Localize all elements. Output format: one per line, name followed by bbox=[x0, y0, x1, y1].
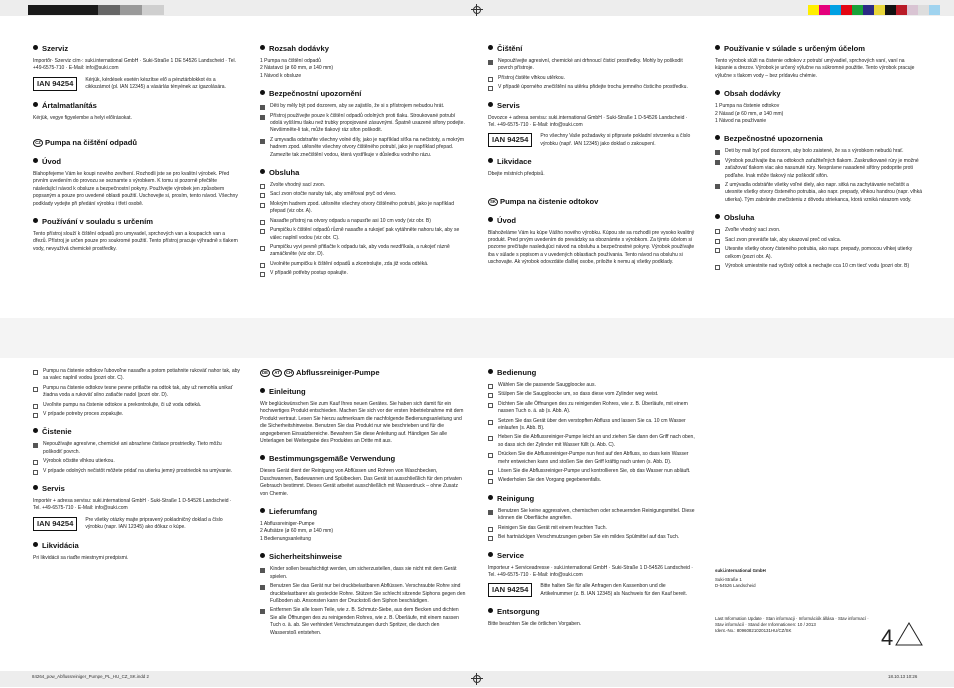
section-heading: Servis bbox=[33, 484, 240, 494]
paragraph: Wir beglückwünschen Sie zum Kauf Ihres neuen Gerätes. Sie haben sich damit für ein hochwertiges Produkt entschieden. Machen Sie sich vor der ersten Inbetriebnahme mit dem Produkt vertraut. Lesen Sie hierzu aufmerksam die nachfolgende Bedienungsanleitung und die Sicherheitshinweise. Benutzen Sie das Produkt nur wie beschrieben und für die angegebenen Einsatzbereiche. Bewahren Sie diese Anleitung auf. Händigen Sie alle Unterlagen bei Weitergabe des Produktes an Dritte mit aus. bbox=[260, 401, 464, 445]
list-item: Sací zvon prevráťte tak, aby ukazoval preč od valca. bbox=[715, 237, 922, 244]
list-item: Benutzen Sie das Gerät nur bei druckbelastbaren Abflüssen. Verschraubte Rohre sind druckbelastbarer als gesteckte Rohre. Stützen Sie schlecht sitzende Siphons gegen den Fußboden ab. Ansonsten kann der Druckstoß den Siphon beschädigen. bbox=[260, 583, 467, 605]
section-heading: Bestimmungsgemäße Verwendung bbox=[260, 454, 467, 464]
list-item: Entfernen Sie alle losen Teile, wie z. B. Schmutz-Siebe, aus dem Becken und dichten Sie alle Öffnungen des zu reinigenden Rohres, wie z. B. Überläufe, mit einem nassen Tuch o. ä. ab. Sie verhindert Verschmutzungen durch Spritzer, die durch den Wasserstoß entstehen. bbox=[260, 607, 467, 637]
column-6 bbox=[260, 368, 467, 639]
list-item: Dichten Sie alle Öffnungen des zu reinigenden Rohres, wie z. B. Überläufe, mit einem nassen Tuch o. ä. ab (s. Abb. A). bbox=[488, 401, 695, 416]
paragraph: 1 Pumpa na čistenie odtokov 2 Násad (ø 60 mm, ø 140 mm) 1 Návod na používanie bbox=[715, 103, 784, 125]
section-heading: Čistenie bbox=[33, 427, 240, 437]
column-7 bbox=[488, 368, 695, 632]
service-address: Importér + adresa servisu: suki.international GmbH · Suki-Straße 1 D-54526 Landscheid · Tel. +49-6575-710 · E-Mail: info@suki.com bbox=[33, 498, 232, 512]
section-heading: Úvod bbox=[488, 216, 695, 226]
section-heading: Obsluha bbox=[260, 168, 467, 178]
column-4 bbox=[715, 44, 922, 272]
service-address: Importőr· Szerviz cím·: suki.international GmbH · Suki-Straße 1 DE 54526 Landscheid · Tel. +49-6575-710 · E-Mail: info@suki.com bbox=[33, 58, 237, 72]
ian-block bbox=[33, 517, 240, 532]
column-1 bbox=[33, 44, 240, 256]
section-heading: Rozsah dodávky bbox=[260, 44, 467, 54]
paragraph: Dbejte místních předpisů. bbox=[488, 171, 545, 178]
section-heading: Entsorgung bbox=[488, 607, 695, 617]
section-heading: Používanie v súlade s určeným účelom bbox=[715, 44, 922, 54]
list-item: Deti by mali byť pod dozorom, aby bolo zaistené, že sa s výrobkom nebudú hrať. bbox=[715, 148, 922, 155]
list-item: Pumpičku vyvi pevně přitlačte k odpadu tak, aby voda nezdříkala, a rukojeť rázně zamáčkněte (viz obr. D). bbox=[260, 244, 467, 259]
section-heading: Einleitung bbox=[260, 387, 467, 397]
footer-file: 84264_pow_Abflussreiniger_Pumpe_PL_HU_CZ_SK.indd 2 bbox=[32, 674, 149, 679]
language-heading: SK Pumpa na čistenie odtokov bbox=[488, 197, 695, 207]
section-heading: Szerviz bbox=[33, 44, 240, 54]
ian-text: Pre všetky otázky majte pripravený pokladničný doklad a číslo výrobku (napr. IAN 12345) ako dôkaz o kúpe. bbox=[85, 516, 223, 531]
column-8 bbox=[715, 568, 875, 637]
list-item: V prípade odolných nečistôt môžete pridať na utierku jemný prostriedok na umývanie. bbox=[33, 468, 240, 475]
list-item: Pumpičku k čištění odpadů různě nasaďte a rukojeť pak vytáhněte nahoru tak, aby se válec naplnil vodou (viz obr. C). bbox=[260, 227, 467, 242]
section-heading: Čištění bbox=[488, 44, 695, 54]
list-item: Utesnite všetky otvory čisteného potrubia, ako napr. prepady, pomocou vlhkej utierky celkom (pozri obr. A). bbox=[715, 246, 922, 261]
section-heading: Bezpečnostné upozornenia bbox=[715, 134, 922, 144]
list-item: Kinder sollen beaufsichtigt werden, um sicherzustellen, dass sie nicht mit dem Gerät spielen. bbox=[260, 566, 467, 581]
section-heading: Reinigung bbox=[488, 494, 695, 504]
registration-mark-icon bbox=[471, 4, 483, 16]
list-item: Pumpu na čistenie odtokov ľubovoľne nasaďte a potom potiahnite rukoväť nahor tak, aby sa valec naplnil vodou (pozri obr. C). bbox=[33, 368, 240, 383]
section-heading: Obsah dodávky bbox=[715, 89, 922, 99]
list-item: V případě úporného znečištění na utěrku přidejte trochu jemného čisticího prostředku. bbox=[488, 84, 695, 91]
ian-block bbox=[488, 583, 695, 598]
ian-text: Bitte halten Sie für alle Anfragen den Kassenbon und die Artikelnummer (z. B. IAN 12345) als Nachweis für den Kauf bereit. bbox=[540, 583, 688, 597]
section-heading: Používání v souladu s určením bbox=[33, 217, 240, 227]
warning-triangle-icon bbox=[894, 621, 924, 647]
list-item: Výrobok očistite vlhkou utierkou. bbox=[33, 458, 240, 465]
list-item: Nepoužívejte agresivní, chemické ani drhnoucí čisticí prostředky. Mohly by poškodit povrch přístroje. bbox=[488, 58, 695, 73]
column-2 bbox=[260, 44, 467, 280]
list-item: Z umývadla odstráňte všetky voľné diely, ako napr. sitká na zachytávanie nečistôt a utesnite všetky otvory čisteného potrubia, ako napr. prepady, vlhkou handrou (napr. vlhká utierka). Tým zabránite znečisteniu z dôvodu striekanca, ktorá vzniká nárazom vody. bbox=[715, 182, 922, 204]
list-item: Uvoľnite pumpu na čistenie odtokov a prekontrolujte, či už voda odteká. bbox=[33, 402, 240, 409]
section-heading: Bedienung bbox=[488, 368, 695, 378]
list-item: V případě potřeby postup opakujte. bbox=[260, 270, 467, 277]
list-item: Drücken Sie die Abflussreiniger-Pumpe nun fest auf den Abfluss, so dass kein Wasser mehr entweichen kann und stoßen Sie den Griff kräftig nach unten (s. Abb. D). bbox=[488, 451, 695, 466]
ian-block bbox=[488, 133, 695, 148]
service-address: Dovozce + adresa servisu: suki.international GmbH · Suki-Straße 1 D-54526 Landscheid · Tel. +49-6575-710 · E-Mail: info@suki.com bbox=[488, 114, 688, 129]
paragraph: 1 Abflussreiniger-Pumpe 2 Aufsätze (ø 60 mm, ø 140 mm) 1 Bedienungsanleitung bbox=[260, 521, 334, 542]
list-item: Nasaďte přístroj na otvory odpadu a napusťte asi 10 cm vody (viz obr. B) bbox=[260, 218, 467, 225]
list-item: Zvolte vhodný sací zvon. bbox=[260, 182, 467, 189]
list-item: Přístroj používejte pouze k čištění odpadů odolných proti tlaku. Stroukované potrubí odolá vyššímu tlaku než trubky propojované zásuvnými. Špatně usazené sifony podejte. Nevšimněte-li tak, může tlakový ráz sifon poškodit. bbox=[260, 113, 467, 135]
ian-badge: IAN 94254 bbox=[488, 583, 532, 597]
list-item: Bei hartnäckigen Verschmutzungen geben Sie ein mildes Spülmittel auf das Tuch. bbox=[488, 534, 695, 541]
country-code-badge: DE bbox=[260, 369, 270, 377]
list-item: Z umyvadla odstraňte všechny volné díly, jako je například síťka na nečistoty, a mokrým hadrem zpod. utěsněte všechny otvory čištěného potrubí, jako je například přepad. Zamezíte tak znečištění vodou, která vystříkuje v důsledku vodního rázu. bbox=[260, 137, 467, 159]
paragraph: 1 Pumpa na čištění odpadů 2 Nástavci (ø 60 mm, ø 140 mm) 1 Návod k obsluze bbox=[260, 58, 334, 79]
company-address: Suki-Straße 1 D-54526 Landscheid bbox=[715, 577, 756, 589]
ian-badge: IAN 94254 bbox=[488, 133, 532, 147]
language-heading: DE AT CH Abflussreiniger-Pumpe bbox=[260, 368, 467, 378]
paragraph: Bitte beachten Sie die örtlichen Vorgaben. bbox=[488, 621, 582, 628]
ian-badge: IAN 94254 bbox=[33, 517, 77, 531]
section-heading: Úvod bbox=[33, 157, 240, 167]
section-heading: Likvidácia bbox=[33, 541, 240, 551]
ian-badge: IAN 94254 bbox=[33, 77, 77, 91]
list-item: Heben Sie die Abflussreiniger-Pumpe leicht an und ziehen Sie dann den Griff nach oben, so dass sich der Zylinder mit Wasser füllt (s. Abb. C). bbox=[488, 434, 695, 449]
paragraph: Blahoželáme Vám ku kúpe Vášho nového výrobku. Kúpou ste sa rozhodli pre vysoko kvalitný produkt. Pred prvým uvedením do prevádzky sa oboznámte s výrobkom. Za týmto účelom si pozorne prečítajte nasledujúci návod na obsluhu a bezpečnostné pokyny. Výrobok používajte iba v súlade s popisom a v uvedených oblastiach používania. Tento návod na obsluhu si uschovajte. Ak výrobok odovzdáte ďalšej osobe, priložte k nemu aj všetky podklady. bbox=[488, 229, 695, 266]
section-heading: Lieferumfang bbox=[260, 507, 467, 517]
list-item: Sací zvon otočte naruby tak, aby směřoval pryč od vlevo. bbox=[260, 191, 467, 198]
ian-text: Pro všechny Vaše požadavky si připravte pokladní stvrzenku a číslo výrobku (např. IAN 12345) jako doklad o zakoupení. bbox=[540, 133, 691, 147]
section-heading: Servis bbox=[488, 101, 695, 111]
list-item: Stülpen Sie die Sauggloocke um, so dass diese vom Zylinder weg weist. bbox=[488, 391, 695, 398]
paragraph: Blahopřejeme Vám ke koupi nového zevlhení. Rozhodli jste se pro kvalitní výrobek. Před prvním uvedením do provozu se seznamte s výrobkem. K tomu si pozorně přečtěte následující návod k obsluze a bezpečnostní pokyny. Používejte výrobek jen způsobem popsaným a pouze pro uvedené oblasti použití. Uschovejte si, prosím, tento návod. Všechny podklady vydejte při předání výrobku i třetí osobě. bbox=[33, 171, 238, 207]
registration-mark-icon bbox=[471, 673, 483, 685]
section-heading: Obsluha bbox=[715, 213, 922, 223]
country-code-badge: AT bbox=[272, 369, 282, 377]
list-item: Nepoužívajte agresívne, chemické ani abrazívne čistiace prostriedky. Tieto môžu poškodiť povrch. bbox=[33, 441, 240, 456]
footer-date: 18.10.13 10:26 bbox=[888, 674, 918, 679]
country-code-badge: CZ bbox=[33, 139, 43, 147]
section-heading: Sicherheitshinweise bbox=[260, 552, 467, 562]
language-heading: CZ Pumpa na čištění odpadů bbox=[33, 138, 240, 148]
list-item: Zvoľte vhodný sací zvon. bbox=[715, 227, 922, 234]
list-item: Výrobok používajte iba na odtokoch zaťažiteľných tlakom. Zaskrutkované rúry je možné zaťažovať tlakom viac ako nasunuté rúry. Nesprávne nasadené sifóny podoprite proti podľahe. Inak môže tlakový ráz poškodiť sifón. bbox=[715, 158, 922, 180]
list-item: Lösen Sie die Abflussreiniger-Pumpe und kontrollieren Sie, ob das Wasser nun abläuft. bbox=[488, 468, 695, 475]
list-item: Wiederholen Sie den Vorgang gegebenenfalls. bbox=[488, 477, 695, 484]
list-item: V prípade potreby proces zopakujte. bbox=[33, 411, 240, 418]
company-name: suki.international GmbH bbox=[715, 568, 766, 573]
ian-text: Kérjük, kérdések esetén készítse elő a pénztárblokkot és a cikkszámot (pl. IAN 12345) a vásárlás tényének az igazolására. bbox=[85, 76, 226, 91]
ian-block bbox=[33, 77, 240, 92]
column-5 bbox=[33, 368, 240, 565]
list-item: Pumpu na čistenie odtokov tesne pevne pritlačte na odtok tak, aby už nemohla unikať žiadna voda a rukoväť silno zatlačte nadol (pozri obr. D). bbox=[33, 385, 240, 400]
list-item: Wählen Sie die passende Sauggloocke aus. bbox=[488, 382, 695, 389]
paragraph: Tento výrobok slúži na čistenie odtokov z potrubí umývadiel, sprchových vaní, vaní na kúpanie a drezov. Výrobok je určený výlučne na súkromné použitie. Tento výrobok pracuje výlučne s tlakom vody – bez prídavku chémie. bbox=[715, 58, 915, 79]
country-code-badge: SK bbox=[488, 198, 498, 206]
section-heading: Likvidace bbox=[488, 157, 695, 167]
section-heading: Ártalmatlanítás bbox=[33, 101, 240, 111]
paragraph: Kérjük, vegye figyelembe a helyi előírásokat. bbox=[33, 114, 132, 121]
list-item: Uvolněte pumpičku k čištění odpadů a zkontrolujte, zda již voda odtéká. bbox=[260, 261, 467, 268]
list-item: Děti by měly být pod dozorem, aby se zajistilo, že si s přístrojem nebudou hrát. bbox=[260, 103, 467, 110]
list-item: Reinigen Sie das Gerät mit einem feuchten Tuch. bbox=[488, 525, 695, 532]
list-item: Setzen Sie das Gerät über den verstopften Abfluss und lassen Sie ca. 10 cm Wasser einlaufen (s. Abb. B). bbox=[488, 418, 695, 433]
section-heading: Service bbox=[488, 551, 695, 561]
page-number: 4 bbox=[881, 625, 894, 650]
service-address: Importeur + Serviceadresse · suki.international GmbH · Suki-Straße 1 D-54526 Landscheid · Tel. +49-6575-710 · E-Mail: info@suki.com bbox=[488, 564, 693, 578]
info-stand: Last Information Update · Stan informacji · Információk állása · Stav informací · Stav informácií · Stand der Informationen: 10 / 2013 Ident.-No.: 80960821020131HU/CZ/SK bbox=[715, 615, 869, 634]
column-3 bbox=[488, 44, 695, 270]
list-item: Výrobok umiestnite nad vyčistý odtok a nechajte cca 10 cm tiecť vodu (pozri obr. B) bbox=[715, 263, 922, 270]
list-item: Mokrým hadrem zpod. utěsněte všechny otvory čištěného potrubí, jako je například přepad (viz obr. A). bbox=[260, 201, 467, 216]
list-item: Benutzen Sie keine aggressiven, chemischen oder scheuernden Reinigungsmittel. Diese können die Oberfläche angreifen. bbox=[488, 508, 695, 523]
list-item: Přístroj čistěte vlhkou utěrkou. bbox=[488, 75, 695, 82]
section-heading: Bezpečnostní upozornění bbox=[260, 89, 467, 99]
paragraph: Pri likvidácii sa riaďte miestnymi predpismi. bbox=[33, 554, 129, 561]
fold-band bbox=[0, 318, 954, 358]
paragraph: Tento přístroj slouží k čištění odpadů pro umyvadel, sprchových van a koupacích van a dřezů. Přístroj je určen pouze pro soukromé použití. Tento přístroj pracuje výhradně s tlakem vody, nevyužívá chemické prostředky. bbox=[33, 231, 238, 252]
paragraph: Dieses Gerät dient der Reinigung von Abflüssen und Rohren von Waschbecken, Duschwannen, Badewannen und Spülbecken. Das Gerät ist ausschließlich für den privaten Gebrauch bestimmt. Dieses Gerät arbeitet ausschließlich mit Wasserdruck – ohne Zusatz von Chemie. bbox=[260, 468, 462, 497]
country-code-badge: CH bbox=[285, 370, 293, 375]
